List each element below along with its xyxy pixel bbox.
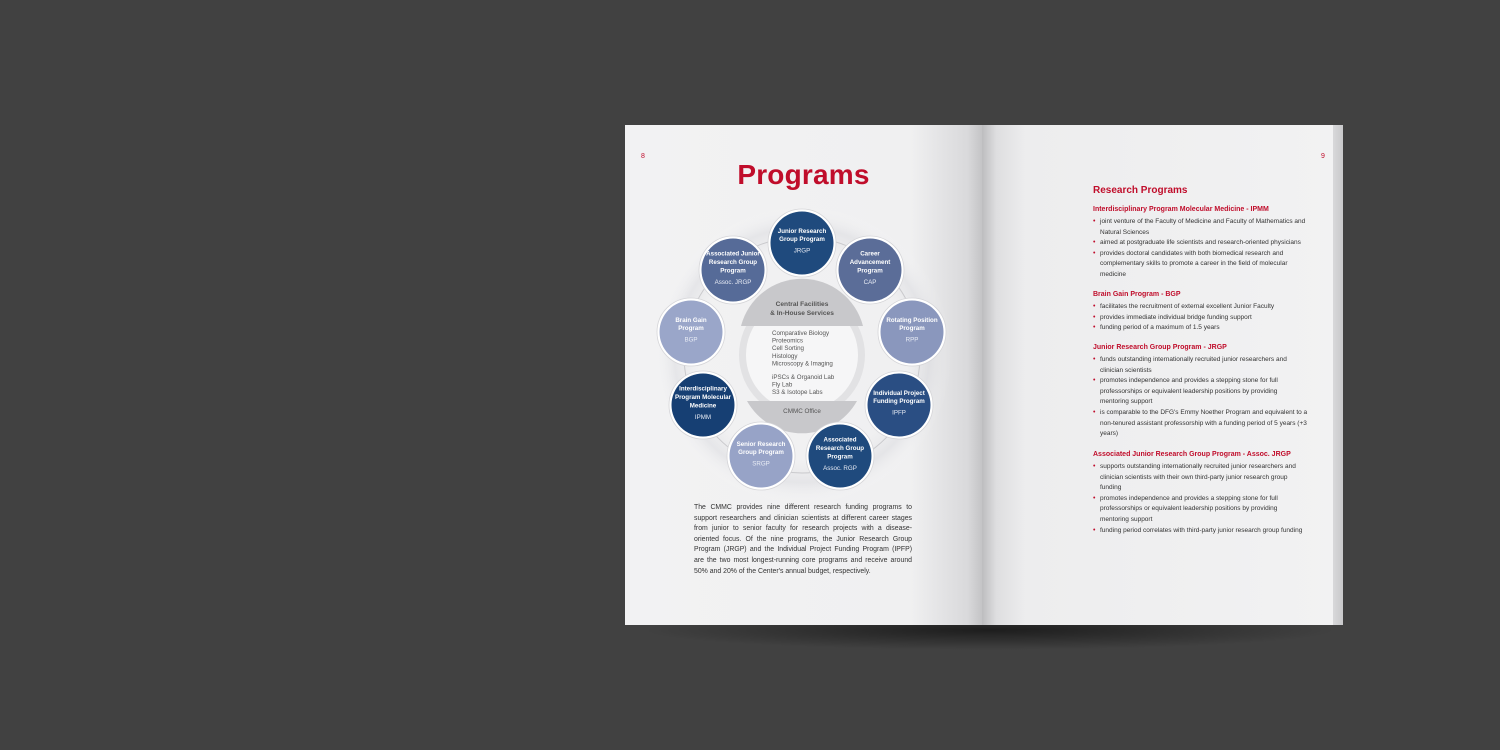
program-name-line: Research Group: [815, 445, 865, 452]
program-name-line: Brain Gain: [675, 316, 707, 324]
program-section-title: Junior Research Group Program - JRGP: [1093, 344, 1227, 351]
center-service-item: Microscopy & Imaging: [772, 360, 833, 368]
program-bullet: • promotes independence and provides a stepping stone for full professorships or equivalent leadership positions by providing mentoring support: [1093, 376, 1308, 408]
program-abbreviation: BGP: [684, 336, 698, 344]
program-name-line: Program: [720, 267, 746, 275]
programs-diagram: [625, 125, 982, 525]
program-bullet: • funding period correlates with third-party junior research group funding: [1093, 526, 1308, 537]
center-heading-2: & In-House Services: [770, 310, 834, 317]
program-bullet: • aimed at postgraduate life scientists and research-oriented physicians: [1093, 238, 1308, 249]
page-edge: [1333, 125, 1343, 625]
program-section: [1093, 450, 1308, 536]
program-bullet: • supports outstanding internationally recruited junior researchers and clinician scientists with their own third-party junior research group funding: [1093, 462, 1308, 494]
program-bullet: • joint venture of the Faculty of Medicine and Faculty of Mathematics and Natural Sciences: [1093, 217, 1308, 238]
program-abbreviation: SRGP: [752, 460, 770, 468]
program-node[interactable]: [806, 422, 874, 490]
program-name-line: Program: [857, 267, 883, 275]
program-node[interactable]: [768, 209, 836, 277]
program-node[interactable]: [836, 236, 904, 304]
program-name-line: Advancement: [849, 259, 891, 266]
program-name-line: Interdisciplinary: [679, 385, 727, 393]
page-title: Programs: [737, 159, 870, 190]
program-name-line: Program: [899, 325, 925, 333]
program-abbreviation: IPMM: [694, 413, 712, 421]
program-section-title: Associated Junior Research Group Program - Assoc. JRGP: [1093, 451, 1291, 458]
body-text: The CMMC provides nine different research funding programs to support researchers and clinician scientists at different career stages from junior to senior faculty for research projects with a disease-oriented focus. Of the nine programs, the Junior Research Group Program (JRGP) and the Individual Project Funding Program (IPFP) are the two most longest-running core programs and receive around 50% and 20% of the Center's annual budget, respectively.: [694, 504, 912, 575]
center-service-item: Cell Sorting: [772, 345, 804, 353]
program-bullet: • funds outstanding internationally recruited junior researchers and clinician scientists: [1093, 355, 1308, 376]
research-programs-heading: Research Programs: [1093, 185, 1188, 196]
right-page: [982, 125, 1343, 625]
program-bullet-list: [1093, 355, 1308, 440]
program-name-line: Program Molecular: [674, 394, 732, 401]
program-name-line: Junior Research: [777, 227, 827, 235]
program-bullet-list: [1093, 462, 1308, 536]
center-service-item: iPSCs & Organoid Lab: [772, 374, 835, 381]
program-abbreviation: Assoc. RGP: [823, 464, 857, 472]
program-name-line: Program: [827, 453, 853, 461]
program-bullet: • promotes independence and provides a stepping stone for full professorships or equivalent leadership positions by providing mentoring support: [1093, 494, 1308, 526]
program-name-line: Research Group: [708, 259, 758, 266]
program-section: [1093, 343, 1308, 440]
program-node[interactable]: [878, 298, 946, 366]
program-section: [1093, 205, 1308, 281]
program-node[interactable]: [727, 422, 795, 490]
program-name-line: Funding Program: [873, 398, 925, 406]
program-name-line: Individual Project: [873, 389, 925, 397]
program-node[interactable]: [669, 371, 737, 439]
program-abbreviation: RPP: [905, 336, 919, 344]
center-service-item: Proteomics: [772, 337, 803, 345]
program-abbreviation: Assoc. JRGP: [714, 278, 752, 286]
program-bullet-list: [1093, 302, 1308, 334]
program-bullet: • provides doctoral candidates with both biomedical research and complementary skills to promote a career in the field of molecular medicine: [1093, 249, 1308, 281]
program-bullet: • facilitates the recruitment of external excellent Junior Faculty: [1093, 302, 1308, 313]
program-name-line: Program: [678, 325, 704, 333]
center-service-item: S3 & Isotope Labs: [772, 389, 823, 397]
program-node[interactable]: [865, 371, 933, 439]
program-name-line: Associated: [823, 436, 857, 444]
program-name-line: Associated Junior: [706, 250, 760, 258]
page-number-left: 8: [641, 153, 645, 160]
program-bullet: • funding period of a maximum of 1.5 years: [1093, 323, 1308, 334]
program-bullet: • provides immediate individual bridge funding support: [1093, 313, 1308, 324]
center-service-item: Comparative Biology: [772, 330, 830, 337]
program-node[interactable]: [699, 236, 767, 304]
program-name-line: Medicine: [689, 402, 717, 410]
program-section-title: Interdisciplinary Program Molecular Medicine - IPMM: [1093, 206, 1269, 213]
program-name-line: Senior Research: [736, 440, 786, 448]
program-bullet-list: [1093, 217, 1308, 281]
program-name-line: Group Program: [779, 236, 825, 244]
center-service-item: Fly Lab: [772, 381, 793, 389]
program-abbreviation: IPFP: [892, 409, 906, 417]
program-name-line: Group Program: [738, 449, 784, 457]
center-service-item: Histology: [772, 352, 798, 360]
center-footer: CMMC Office: [783, 408, 821, 415]
program-abbreviation: JRGP: [793, 247, 811, 255]
program-name-line: Career: [860, 250, 880, 258]
left-page: [625, 125, 982, 625]
center-heading-1: Central Facilities: [775, 301, 829, 308]
program-section-title: Brain Gain Program - BGP: [1093, 291, 1181, 298]
program-section: [1093, 290, 1308, 334]
page-number-right: 9: [1321, 153, 1325, 160]
program-node[interactable]: [657, 298, 725, 366]
program-bullet: • is comparable to the DFG's Emmy Noether Program and equivalent to a non-tenured assistant professorship with a funding period of 5 years (+3 years): [1093, 408, 1308, 440]
program-name-line: Rotating Position: [886, 316, 938, 324]
program-abbreviation: CAP: [863, 278, 877, 286]
